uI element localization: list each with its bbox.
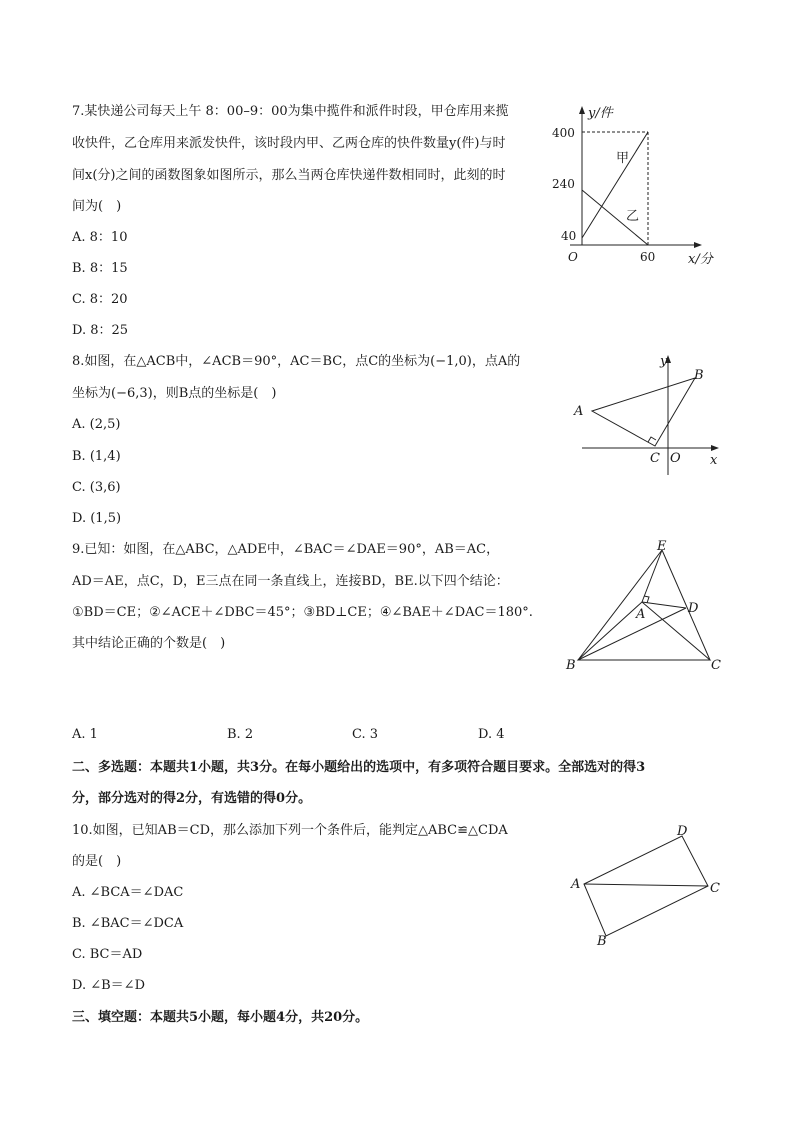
q8-line-2: 坐标为(−6,3)，则B点的坐标是( ) <box>72 386 277 401</box>
q7-label-yi: 乙 <box>626 209 640 224</box>
q7-origin: O <box>568 250 578 264</box>
q10-diagonal-ac <box>584 884 708 886</box>
q9-line-3: ①BD＝CE；②∠ACE＋∠DBC＝45°；③BD⊥CE；④∠BAE＋∠DAC＝180°. <box>72 605 533 620</box>
q7-tick-240: 240 <box>552 177 575 191</box>
q7-line-1: 7.某快递公司每天上午 8：00–9：00为集中揽件和派件时段，甲仓库用来揽 <box>72 104 509 119</box>
q10-option-d: D. ∠B＝∠D <box>72 978 145 993</box>
q8-point-b: B <box>694 368 704 383</box>
q9-options-row <box>72 727 542 747</box>
q10-option-a: A. ∠BCA＝∠DAC <box>72 885 184 900</box>
q9-point-b: B <box>566 658 576 673</box>
q10-quadrilateral-figure <box>566 820 726 950</box>
q7-line-3: 间x(分)之间的函数图象如图所示，那么当两仓库快递件数相同时，此刻的时 <box>72 168 506 183</box>
q10-point-d: D <box>677 824 688 839</box>
q8-y-label: y <box>660 354 668 369</box>
q8-origin: O <box>670 451 681 466</box>
q8-x-label: x <box>710 453 718 468</box>
q10-option-c: C. BC＝AD <box>72 947 143 962</box>
q7-y-label: y/件 <box>588 106 613 121</box>
q10-line-1: 10.如图，已知AB＝CD，那么添加下列一个条件后，能判定△ABC≌△CDA <box>72 823 508 838</box>
q9-line-bd <box>578 608 686 660</box>
q9-option-c: C. 3 <box>352 727 379 742</box>
q9-line-ec <box>662 550 710 660</box>
q9-triangle-figure <box>560 536 730 676</box>
q7-option-c: C. 8：20 <box>72 292 128 307</box>
q9-line-4: 其中结论正确的个数是( ) <box>72 636 226 651</box>
q10-line-2: 的是( ) <box>72 854 122 869</box>
q9-line-ae <box>642 550 662 602</box>
q7-tick-40: 40 <box>561 229 577 243</box>
q8-right-angle-mark <box>648 437 656 442</box>
q7-x-arrow <box>694 242 702 248</box>
q9-line-1: 9.已知：如图，在△ABC，△ADE中，∠BAC＝∠DAE＝90°，AB＝AC， <box>72 542 500 557</box>
q7-option-d: D. 8：25 <box>72 323 129 338</box>
q9-option-a: A. 1 <box>72 727 98 742</box>
q7-option-b: B. 8：15 <box>72 261 128 276</box>
q10-point-c: C <box>710 881 720 896</box>
q8-x-arrow <box>711 445 719 451</box>
q9-option-d: D. 4 <box>478 727 505 742</box>
q8-point-a: A <box>574 404 584 419</box>
q9-point-d: D <box>688 601 699 616</box>
q10-point-a: A <box>571 877 581 892</box>
q8-option-b: B. (1,4) <box>72 449 121 464</box>
q8-line-1: 8.如图，在△ACB中，∠ACB＝90°，AC＝BC，点C的坐标为(−1,0)，点A的 <box>72 354 521 369</box>
q8-option-c: C. (3,6) <box>72 480 121 495</box>
section-2-line-2: 分，部分选对的得2分，有选错的得0分。 <box>72 791 312 806</box>
q8-option-d: D. (1,5) <box>72 511 122 526</box>
q9-line-2: AD＝AE，点C，D，E三点在同一条直线上，连接BD，BE.以下四个结论： <box>72 574 509 589</box>
q9-line-be <box>578 550 662 660</box>
q8-coordinate-figure <box>568 350 728 480</box>
q7-line-2: 收快件，乙仓库用来派发快件，该时段内甲、乙两仓库的快件数量y(件)与时 <box>72 136 506 151</box>
q9-option-b: B. 2 <box>227 727 254 742</box>
q7-tick-60: 60 <box>640 250 656 264</box>
q10-point-b: B <box>597 934 607 949</box>
q7-function-graph <box>550 100 730 275</box>
q7-y-arrow <box>579 106 585 114</box>
q9-point-a: A <box>636 607 646 622</box>
q7-x-label: x/分 <box>688 252 713 267</box>
q9-point-c: C <box>711 658 721 673</box>
section-2-line-1: 二、多选题：本题共1小题，共3分。在每小题给出的选项中，有多项符合题目要求。全部选对的得3 <box>72 760 646 775</box>
q8-point-c: C <box>650 451 660 466</box>
q10-option-b: B. ∠BAC＝∠DCA <box>72 916 184 931</box>
q7-tick-400: 400 <box>552 126 575 140</box>
q9-point-e: E <box>657 539 667 554</box>
q7-label-jia: 甲 <box>616 151 630 166</box>
q8-option-a: A. (2,5) <box>72 417 121 432</box>
section-3-heading: 三、填空题：本题共5小题，每小题4分，共20分。 <box>72 1010 369 1025</box>
q8-triangle-acb <box>592 378 695 446</box>
q7-option-a: A. 8：10 <box>72 230 128 245</box>
q7-line-4: 间为( ) <box>72 199 122 214</box>
